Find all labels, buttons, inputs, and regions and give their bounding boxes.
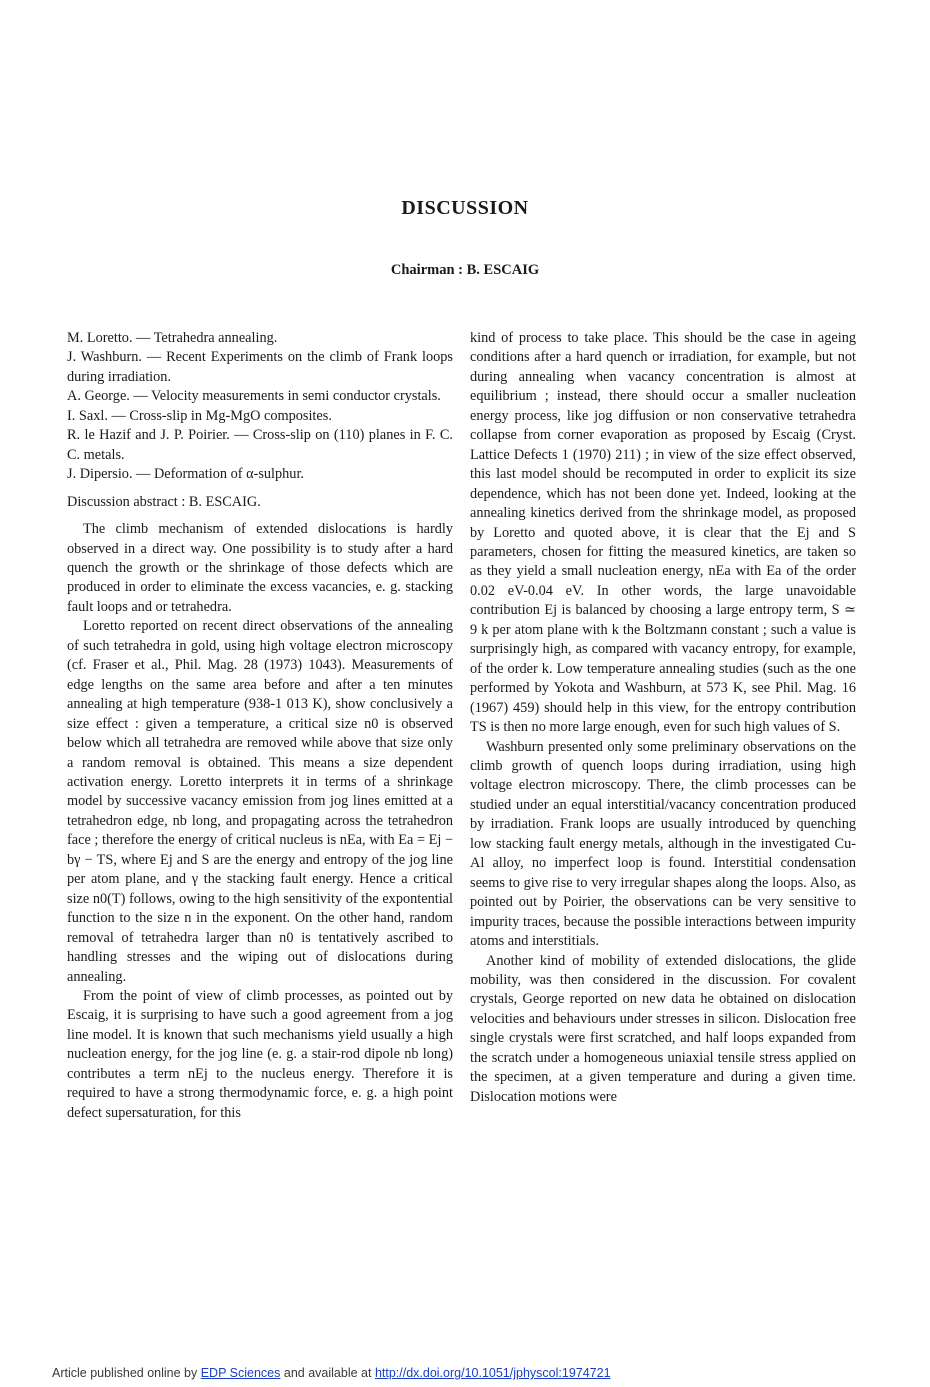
paragraph-washburn: Washburn presented only some preliminary observations on the climb growth of quench loops during irradiation, using high voltage electron microscopy. There, the climb processes can be studied under an equal interstitial/vacancy concentration produced by irradiation. Frank loops are usually introduced by quenching low stacking fault energy metals, although in the investigated Cu-Al alloy, no imperfect loop is found. Interstitial condensation seems to give rise to very irregular shapes along the loops. Also, as pointed out by Poirier, the observations can be very sensitive to impurity traces, because the possible interactions between impurity atoms and interstitials. [470, 738, 856, 950]
talk-george: A. George. — Velocity measurements in semi conductor crystals. [67, 388, 441, 405]
publication-footer [52, 1366, 611, 1380]
abstract-heading: Discussion abstract : B. ESCAIG. [67, 493, 261, 510]
paragraph-climb-mechanism: The climb mechanism of extended dislocations is hardly observed in a direct way. One possibility is to study after a hard quench the growth or the shrinkage of those defects which are produced in order to eliminate the excess vacancies, e. g. stacking fault loops and or tetrahedra. [67, 521, 453, 615]
paragraph-climb-processes: From the point of view of climb processes, as pointed out by Escaig, it is surprising to have such a good agreement from a jog line model. It is known that such mechanisms yield usually a high nucleation energy, for the jog line (e. g. a stair-rod dipole nb long) contributes a term nEj to the nucleus energy. Therefore it is required to have a strong thermodynamic force, e. g. a high point defect supersaturation, for this [67, 987, 453, 1121]
publisher-link[interactable]: EDP Sciences [200, 1366, 281, 1380]
talk-le-hazif-poirier: R. le Hazif and J. P. Poirier. — Cross-slip on (110) planes in F. C. C. metals. [67, 427, 453, 463]
talk-saxl: I. Saxl. — Cross-slip in Mg-MgO composites. [67, 407, 332, 424]
footer-prefix: Article published online by [52, 1366, 198, 1380]
right-column [470, 329, 856, 1107]
paragraph-loretto: Loretto reported on recent direct observations of the annealing of such tetrahedra in gold, using high voltage electron microscopy (cf. Fraser et al., Phil. Mag. 28 (1973) 1043). Measurements of edge lengths on the same area before and after a ten minutes annealing at high temperature (938-1 013 K), show conclusively a size effect : given a temperature, a critical size n0 is observed below which all tetrahedra are removed while above that size only a random removal is obtained. This means a size dependent activation energy. Loretto interprets it in terms of a shrinkage model by successive vacancy emission from jog lines emitted at a tetrahedron edge, nb long, and propagating across the tetrahedron face ; therefore the energy of critical nucleus is nEa, with Ea = Ej − bγ − TS, where Ej and S are the energy and entropy of the jog line per atom plane, and γ the stacking fault energy. Hence a critical size n0(T) follows, owing to the high sensitivity of the expontential function to the size n in the exponent. On the other hand, random removal of tetrahedra larger than n0 is tentatively ascribed to handling stresses and the wiping out of dislocations during annealing. [67, 618, 453, 985]
talk-dipersio: J. Dipersio. — Deformation of α-sulphur. [67, 466, 305, 483]
page-title: DISCUSSION [401, 197, 529, 219]
talk-washburn: J. Washburn. — Recent Experiments on the climb of Frank loops during irradiation. [67, 349, 453, 385]
paragraph-continuation: kind of process to take place. This should be the case in ageing conditions after a hard quench or irradiation, for example, but not during annealing when vacancy concentration is almost at equilibrium ; instead, there should occur a smaller nucleation energy process, like jog diffusion or non conservative tetrahedra collapse from corner evaporation as proposed by Escaig (Cryst. Lattice Defects 1 (1970) 211) ; in view of the size effect observed, this last model should be recomputed in order to explicit its size dependence, which has not been done yet. Indeed, looking at the annealing kinetics derived from the shrinkage model, as proposed by Loretto and quoted above, it is clear that the Ej and S parameters, chosen for fitting the measured kinetics, are taken so as they yield a small nucleation energy, nEa with Ea of the order 0.02 eV-0.04 eV. In other words, the large unavoidable contribution Ej is balanced by choosing a large entropy term, S ≃ 9 k per atom plane with k the Boltzmann constant ; such a value is surprisingly high, as compared with vacancy entropy, for example, of the order k. Low temperature annealing studies (such as the one performed by Yokota and Washburn, at 573 K, see Phil. Mag. 16 (1967) 459) should help in this view, for the entropy contribution TS is then no more large enough, even for such high values of S. [470, 330, 856, 736]
talk-loretto: M. Loretto. — Tetrahedra annealing. [67, 330, 278, 346]
left-column [67, 329, 453, 1123]
paragraph-glide-mobility: Another kind of mobility of extended dislocations, the glide mobility, was then considered in the discussion. For covalent crystals, George reported on new data he obtained on dislocation velocities and behaviours under stresses in silicon. Dislocation free single crystals were first scratched, and half loops expanded from the scratch under a homogeneous uniaxial tensile stress applied on the specimen, at a given temperature and during a given time. Dislocation motions were [470, 952, 856, 1105]
doi-link[interactable]: http://dx.doi.org/10.1051/jphyscol:1974721 [374, 1366, 611, 1380]
footer-middle: and available at [283, 1366, 372, 1380]
chairman-line: Chairman : B. ESCAIG [390, 262, 540, 278]
